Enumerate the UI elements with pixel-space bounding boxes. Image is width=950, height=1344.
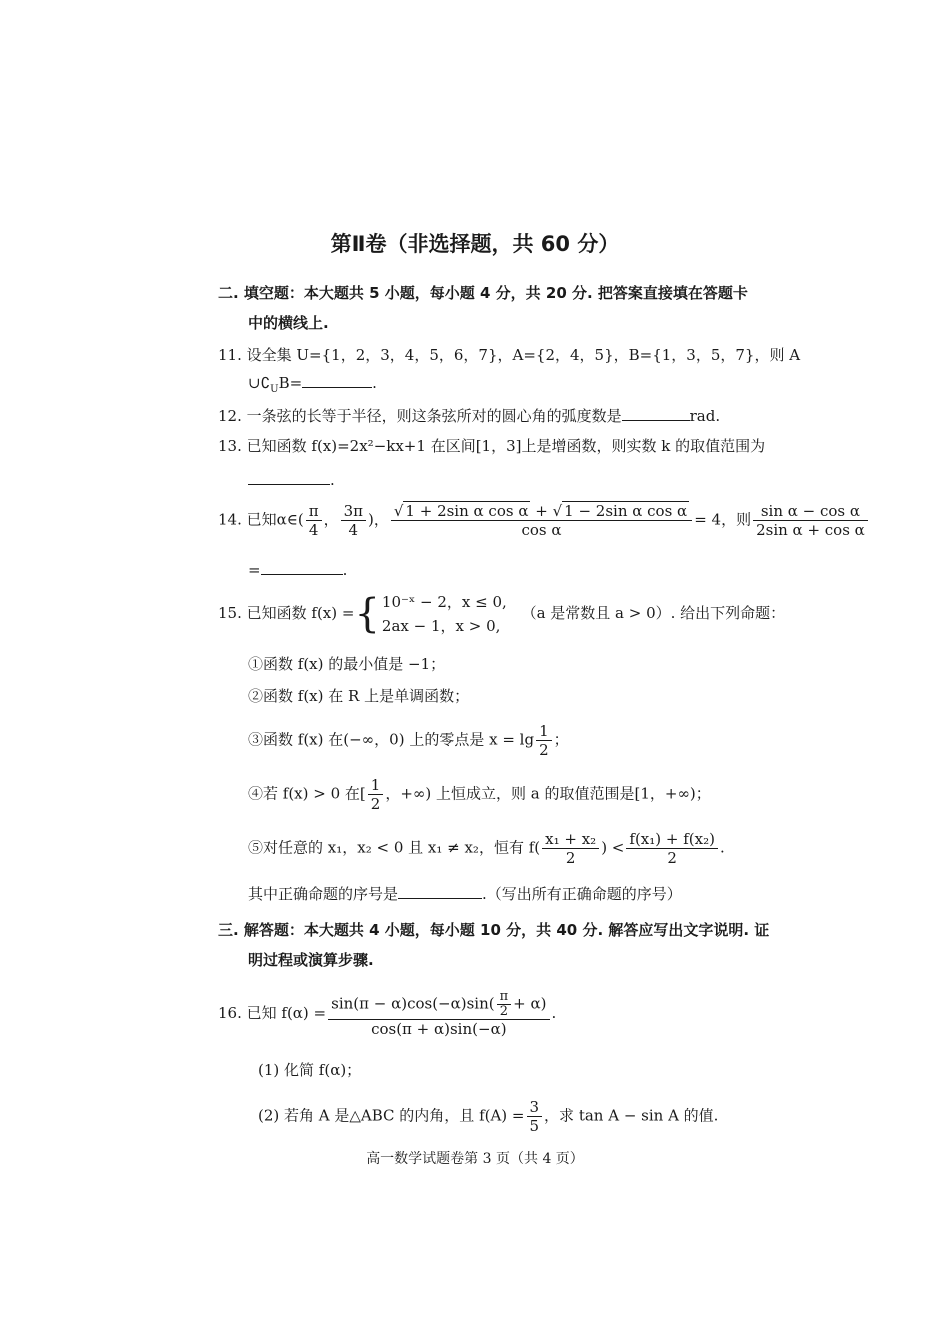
q11-sub: U xyxy=(270,384,279,395)
q15-line xyxy=(218,590,785,638)
q16-part2-num: 3 xyxy=(527,1098,543,1117)
q15-case1: 10⁻ˣ − 2，x ≤ 0, xyxy=(381,593,507,611)
q15-proposition-1: ①函数 f(x) 的最小值是 −1； xyxy=(248,655,446,673)
q14-eq: = 4，则 xyxy=(694,510,752,529)
section3-heading-line1: 三. 解答题：本大题共 4 小题，每小题 10 分，共 40 分. 解答应写出文字说明. 证 xyxy=(218,921,770,939)
q16-num-b: + α) xyxy=(513,994,547,1013)
q16-line xyxy=(218,990,556,1038)
q15-suffix: （a 是常数且 a > 0）. 给出下列命题： xyxy=(521,604,786,622)
q15-proposition-2: ②函数 f(x) 在 R 上是单调函数； xyxy=(248,687,470,705)
q15-p4-num: 1 xyxy=(368,776,384,795)
q15-proposition-3 xyxy=(248,722,569,759)
q14-frac-3pi-4 xyxy=(341,502,366,539)
section2-heading-line1: 二. 填空题：本大题共 5 小题，每小题 4 分，共 20 分. 把答案直接填在答题卡 xyxy=(218,284,748,302)
q15-case2: 2ax − 1，x > 0, xyxy=(381,617,501,635)
q11-end: . xyxy=(372,374,377,392)
q15-p4-frac xyxy=(368,776,384,813)
q14-big-num: √ 1 + 2sin α cos α + √ 1 − 2sin α cos α xyxy=(391,502,692,521)
q11-b: B= xyxy=(278,374,303,392)
q11-line2 xyxy=(248,373,377,400)
q13-answer-line xyxy=(248,470,335,490)
q14-sep: ， xyxy=(323,510,339,529)
q12-answer-blank xyxy=(622,406,690,421)
q16-pi-over-2 xyxy=(497,990,512,1019)
q16-part2-prefix: (2) 若角 A 是△ABC 的内角，且 f(A) = xyxy=(258,1106,525,1125)
q16-part2-suffix: ，求 tan A − sin A 的值. xyxy=(544,1106,719,1125)
q15-p3-num: 1 xyxy=(536,722,552,741)
q15-p5-num1: x₁ + x₂ xyxy=(542,830,599,849)
q16-part1: (1) 化简 f(α)； xyxy=(258,1061,362,1079)
q14-big-den: cos α xyxy=(521,521,562,539)
q15-p5-num2: f(x₁) + f(x₂) xyxy=(626,830,718,849)
q14-prefix: 14. 已知α∈( xyxy=(218,510,304,529)
q14-root-b: 1 − 2sin α cos α xyxy=(564,502,688,520)
page-footer: 高一数学试题卷第 3 页（共 4 页） xyxy=(366,1151,584,1167)
q15-p5-frac1 xyxy=(542,830,599,867)
q16-pi-den: 2 xyxy=(499,1004,509,1019)
q14-line xyxy=(218,502,870,539)
q14-ratio-den: 2sin α + cos α xyxy=(756,521,865,539)
q11-line1: 11. 设全集 U={1，2，3，4，5，6，7}，A={2，4，5}，B={1，3，5，7}，则 A xyxy=(218,346,801,364)
q13-line: 13. 已知函数 f(x)=2x²−kx+1 在区间[1，3]上是增函数，则实数 k 的取值范围为 xyxy=(218,437,766,455)
q16-main-fraction xyxy=(328,990,549,1038)
q15-prefix: 15. 已知函数 f(x) = xyxy=(218,604,355,622)
q16-part2-frac xyxy=(527,1098,543,1135)
q12-line xyxy=(218,406,720,426)
q15-proposition-4 xyxy=(248,776,711,813)
q14-ratio-num: sin α − cos α xyxy=(753,502,868,521)
q14-answer-line xyxy=(248,560,347,580)
q15-p4-suffix: ，+∞) 上恒成立，则 a 的取值范围是[1，+∞)； xyxy=(385,784,711,803)
q15-p5-mid: ) < xyxy=(601,838,625,857)
q15-p5-end: . xyxy=(719,838,725,857)
q16-part2 xyxy=(258,1098,718,1135)
q15-p3-den: 2 xyxy=(539,741,549,759)
q14-plus: + xyxy=(530,502,553,520)
q15-p5-prefix: ⑤对任意的 x₁，x₂ < 0 且 x₁ ≠ x₂，恒有 f( xyxy=(248,838,541,857)
q11-complement: ∪∁ xyxy=(248,374,271,392)
q13-answer-blank xyxy=(248,470,330,485)
q14-answer-blank xyxy=(261,560,343,575)
q15-answer-suffix: .（写出所有正确命题的序号） xyxy=(482,885,682,903)
q16-end: . xyxy=(551,1004,557,1022)
q15-answer-line xyxy=(248,884,682,904)
q14-f1-den: 4 xyxy=(308,521,319,539)
q15-p3-end: ； xyxy=(553,730,569,749)
q15-brace: { xyxy=(354,591,380,637)
q15-p4-prefix: ④若 f(x) > 0 在[ xyxy=(248,784,366,803)
q14-f2-num: 3π xyxy=(341,502,366,521)
q14-root-a: 1 + 2sin α cos α xyxy=(405,502,529,520)
q16-main-den: cos(π + α)sin(−α) xyxy=(371,1020,507,1038)
q14-f2-den: 4 xyxy=(348,521,359,539)
q15-p5-den2: 2 xyxy=(667,849,677,867)
q14-frac-pi-4 xyxy=(306,502,322,539)
q14-f1-num: π xyxy=(306,502,322,521)
section3-heading-line2: 明过程或演算步骤. xyxy=(248,951,374,969)
q14-mid: )， xyxy=(368,510,389,529)
q15-cases xyxy=(382,590,507,638)
q11-answer-blank xyxy=(302,373,372,388)
q15-answer-blank xyxy=(398,884,482,899)
q16-prefix: 16. 已知 f(α) = xyxy=(218,1004,327,1022)
q14-end: . xyxy=(342,561,348,579)
q15-p4-den: 2 xyxy=(370,795,381,813)
q12-text: 12. 一条弦的长等于半径，则这条弦所对的圆心角的弧度数是 xyxy=(218,407,622,425)
q15-answer-prefix: 其中正确命题的序号是 xyxy=(248,885,399,903)
q16-pi-num: π xyxy=(497,990,512,1005)
q15-p3-frac xyxy=(536,722,552,759)
q12-unit: rad. xyxy=(689,407,721,425)
q16-num-a: sin(π − α)cos(−α)sin( xyxy=(331,994,495,1013)
q14-big-fraction xyxy=(391,502,692,539)
q15-p5-den1: 2 xyxy=(565,849,576,867)
section2-heading-line2: 中的横线上. xyxy=(248,314,329,332)
q16-part2-den: 5 xyxy=(529,1117,540,1135)
q13-end: . xyxy=(330,471,335,489)
q14-ratio xyxy=(753,502,868,539)
q15-proposition-5 xyxy=(248,830,725,867)
q15-p3-prefix: ③函数 f(x) 在(−∞，0) 上的零点是 x = lg xyxy=(248,730,535,749)
q14-answer-prefix: = xyxy=(248,561,261,579)
q15-p5-frac2 xyxy=(626,830,718,867)
section-title: 第Ⅱ卷（非选择题，共 60 分） xyxy=(330,232,620,256)
q16-main-num xyxy=(328,990,549,1020)
